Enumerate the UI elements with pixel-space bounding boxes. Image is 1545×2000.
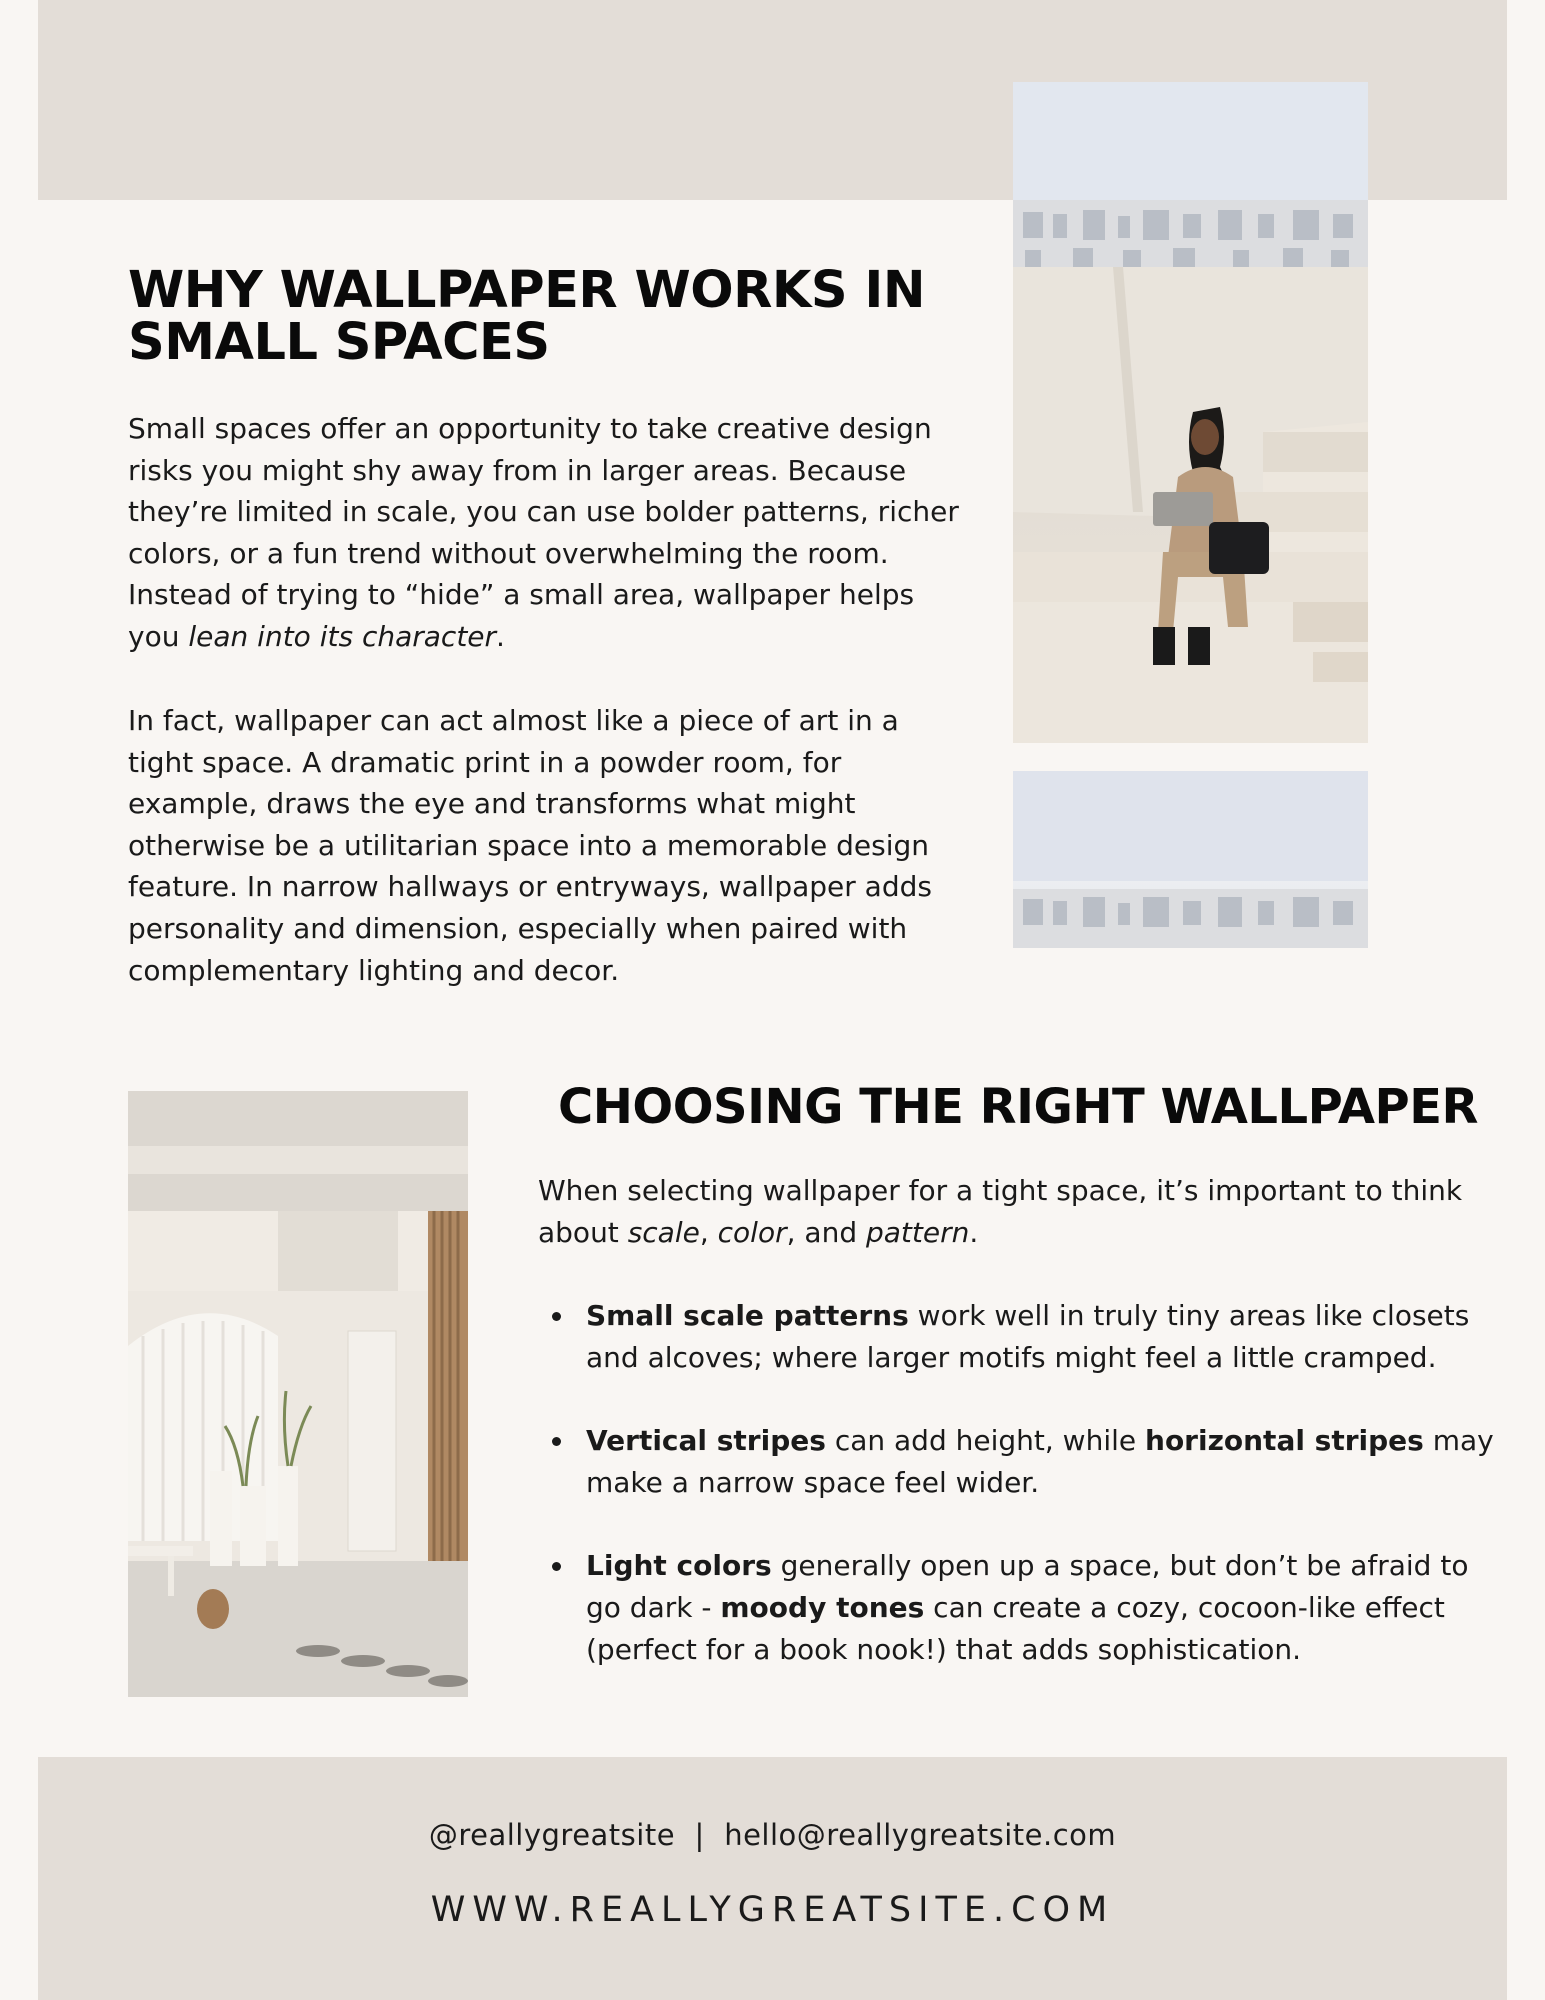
bullet-icon <box>552 1312 561 1321</box>
footer-band <box>38 1757 1507 2000</box>
footer-contact-handles: @reallygreatsite | hello@reallygreatsite.com <box>428 1818 1117 1852</box>
bullet-icon <box>552 1562 561 1571</box>
paragraph-selecting-intro: When selecting wallpaper for a tight space, it’s important to think about scale, color, and pattern. <box>538 1174 1463 1249</box>
woman-with-laptop-photo <box>1013 82 1368 743</box>
wallpaper-tips-list <box>538 1295 1498 1712</box>
footer-website: WWW.REALLYGREATSITE.COM <box>430 1890 1115 1930</box>
section-title-choosing-wallpaper: CHOOSING THE RIGHT WALLPAPER <box>558 1079 1478 1135</box>
section-title-why-wallpaper: WHY WALLPAPER WORKS IN SMALL SPACES <box>128 261 926 372</box>
bullet-icon <box>552 1437 561 1446</box>
interior-room-photo <box>128 1091 468 1697</box>
list-item-stripes: Vertical stripes can add height, while horizontal stripes may make a narrow space feel wider. <box>538 1420 1498 1503</box>
sky-building-photo <box>1013 771 1368 948</box>
paragraph-small-spaces: Small spaces offer an opportunity to take creative design risks you might shy away from in larger areas. Because they’re limited in scale, you can use bolder patterns, richer colors, or a fun trend without overwhelming the room. Instead of trying to “hide” a small area, wallpaper helps you lean into its character. <box>128 412 959 653</box>
paragraph-art-in-tight-space: In fact, wallpaper can act almost like a piece of art in a tight space. A dramatic print in a powder room, for example, draws the eye and transforms what might otherwise be a utilitarian space into a memorable design feature. In narrow hallways or entryways, wallpaper adds personality and dimension, especially when paired with complementary lighting and decor. <box>128 704 932 987</box>
list-item-small-scale: Small scale patterns work well in truly tiny areas like closets and alcoves; where larger motifs might feel a little cramped. <box>538 1295 1498 1378</box>
list-item-colors: Light colors generally open up a space, but don’t be afraid to go dark - moody tones can create a cozy, cocoon-like effect (perfect for a book nook!) that adds sophistication. <box>538 1545 1498 1670</box>
